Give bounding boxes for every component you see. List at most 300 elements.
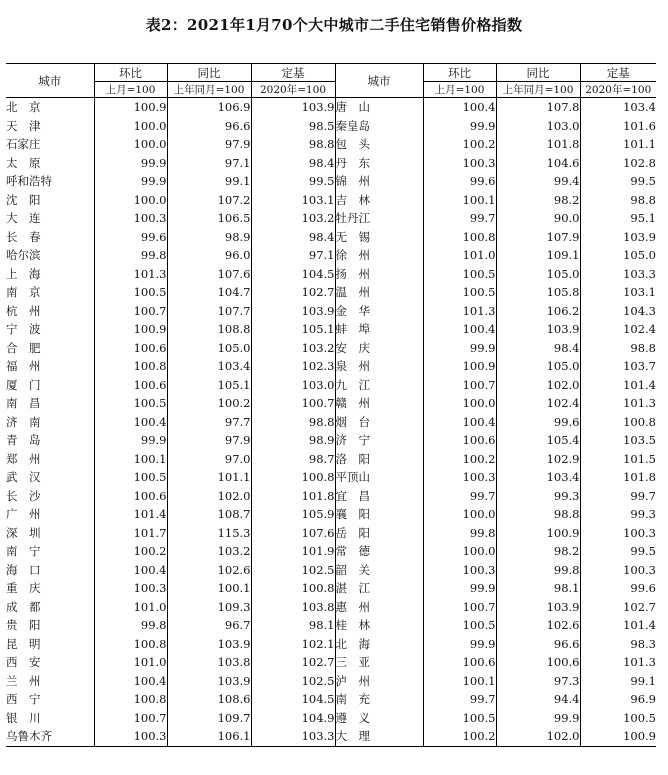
- left-dj-cell: 103.2: [251, 209, 335, 228]
- right-city-cell: 吉 林: [335, 191, 423, 210]
- left-hb-cell: 101.7: [94, 524, 167, 543]
- left-city-cell: 乌鲁木齐: [6, 727, 94, 746]
- subheader-dj-right: 2020年=100: [580, 82, 656, 98]
- left-city-cell: 济 南: [6, 414, 41, 429]
- left-dj-cell: 100.7: [251, 394, 335, 413]
- right-hb-cell: 100.0: [423, 505, 496, 524]
- right-dj-cell: 99.3: [580, 505, 656, 524]
- left-hb-cell: 100.9: [94, 320, 167, 339]
- right-city-cell: 温 州: [335, 283, 423, 302]
- right-dj-cell: 99.6: [580, 579, 656, 598]
- subheader-row: [6, 82, 656, 98]
- left-city-cell: 青 岛: [6, 433, 41, 448]
- left-hb-cell: 100.8: [94, 690, 167, 709]
- right-dj-cell: 102.8: [580, 154, 656, 173]
- left-tb-cell: 103.9: [167, 672, 251, 691]
- right-tb-cell: 97.3: [496, 672, 580, 691]
- left-tb-cell: 103.4: [167, 357, 251, 376]
- left-dj-cell: 98.4: [251, 228, 335, 247]
- right-city-cell: 赣 州: [335, 394, 423, 413]
- right-dj-cell: 99.5: [580, 172, 656, 191]
- left-hb-cell: 100.0: [94, 135, 167, 154]
- right-city-cell: 桂 林: [335, 616, 423, 635]
- right-tb-cell: 101.8: [496, 135, 580, 154]
- table-row: [6, 561, 656, 580]
- left-dj-cell: 105.9: [251, 505, 335, 524]
- left-hb-cell: 100.9: [94, 98, 167, 117]
- right-tb-cell: 100.6: [496, 653, 580, 672]
- right-hb-cell: 100.2: [423, 727, 496, 746]
- right-hb-cell: 100.2: [423, 135, 496, 154]
- left-city-cell: 广 州: [6, 507, 41, 522]
- table-row: [6, 450, 656, 469]
- table-row: [6, 709, 656, 728]
- right-tb-cell: 103.9: [496, 598, 580, 617]
- right-tb-cell: 107.9: [496, 228, 580, 247]
- right-city-cell: 唐 山: [335, 98, 423, 117]
- left-dj-cell: 102.3: [251, 357, 335, 376]
- table-row: [6, 616, 656, 635]
- right-dj-cell: 103.1: [580, 283, 656, 302]
- left-tb-cell: 107.2: [167, 191, 251, 210]
- left-hb-cell: 100.7: [94, 709, 167, 728]
- right-hb-cell: 99.6: [423, 172, 496, 191]
- left-city-cell: 福 州: [6, 359, 41, 374]
- left-dj-cell: 98.7: [251, 450, 335, 469]
- left-hb-cell: 100.1: [94, 450, 167, 469]
- left-city-cell: 成 都: [6, 599, 41, 614]
- right-dj-cell: 99.5: [580, 542, 656, 561]
- left-hb-cell: 100.4: [94, 672, 167, 691]
- left-hb-cell: 99.9: [94, 431, 167, 450]
- header-tb-right: 同比: [496, 64, 580, 82]
- page-title: 表2：2021年1月70个大中城市二手住宅销售价格指数: [145, 16, 523, 34]
- right-city-cell: 安 庆: [335, 339, 423, 358]
- right-tb-cell: 99.6: [496, 413, 580, 432]
- left-city-cell: 武 汉: [6, 470, 41, 485]
- subheader-tb-left: 上年同月=100: [167, 82, 251, 98]
- left-city-cell: 北 京: [6, 100, 41, 115]
- right-city-cell: 常 德: [335, 542, 423, 561]
- table-row: [6, 172, 656, 191]
- left-city-cell: 贵 阳: [6, 618, 41, 633]
- right-city-cell: 平顶山: [335, 468, 423, 487]
- header-city-left: 城市: [6, 64, 94, 98]
- left-dj-cell: 102.7: [251, 283, 335, 302]
- left-dj-cell: 98.8: [251, 135, 335, 154]
- right-tb-cell: 104.6: [496, 154, 580, 173]
- left-tb-cell: 97.7: [167, 413, 251, 432]
- right-hb-cell: 99.9: [423, 579, 496, 598]
- right-dj-cell: 101.1: [580, 135, 656, 154]
- left-hb-cell: 100.5: [94, 394, 167, 413]
- left-tb-cell: 103.8: [167, 653, 251, 672]
- left-tb-cell: 105.1: [167, 376, 251, 395]
- left-dj-cell: 98.1: [251, 616, 335, 635]
- right-city-cell: 宜 昌: [335, 487, 423, 506]
- right-tb-cell: 98.8: [496, 505, 580, 524]
- left-city-cell: 西 宁: [6, 692, 41, 707]
- right-city-cell: 牡丹江: [335, 209, 423, 228]
- left-city-cell: 西 安: [6, 655, 41, 670]
- table-row: [6, 579, 656, 598]
- table-row: [6, 431, 656, 450]
- right-city-cell: 济 宁: [335, 431, 423, 450]
- table-row: [6, 487, 656, 506]
- right-city-cell: 烟 台: [335, 413, 423, 432]
- left-hb-cell: 100.3: [94, 579, 167, 598]
- right-city-cell: 三 亚: [335, 653, 423, 672]
- left-dj-cell: 104.5: [251, 690, 335, 709]
- left-tb-cell: 99.1: [167, 172, 251, 191]
- right-dj-cell: 95.1: [580, 209, 656, 228]
- left-dj-cell: 101.9: [251, 542, 335, 561]
- left-hb-cell: 99.9: [94, 172, 167, 191]
- table-row: [6, 302, 656, 321]
- right-dj-cell: 100.3: [580, 524, 656, 543]
- right-dj-cell: 100.8: [580, 413, 656, 432]
- right-city-cell: 扬 州: [335, 265, 423, 284]
- left-dj-cell: 103.9: [251, 98, 335, 117]
- table-row: [6, 191, 656, 210]
- left-tb-cell: 103.9: [167, 635, 251, 654]
- left-hb-cell: 99.6: [94, 228, 167, 247]
- right-tb-cell: 102.4: [496, 394, 580, 413]
- right-dj-cell: 101.8: [580, 468, 656, 487]
- right-city-cell: 锦 州: [335, 172, 423, 191]
- left-dj-cell: 97.1: [251, 246, 335, 265]
- left-city-cell: 沈 阳: [6, 192, 41, 207]
- right-city-cell: 襄 阳: [335, 505, 423, 524]
- left-city-cell: 天 津: [6, 118, 41, 133]
- header-hb-right: 环比: [423, 64, 496, 82]
- left-city-cell: 大 连: [6, 211, 41, 226]
- left-tb-cell: 104.7: [167, 283, 251, 302]
- left-city-cell: 石家庄: [6, 137, 41, 152]
- right-hb-cell: 100.7: [423, 376, 496, 395]
- left-tb-cell: 96.7: [167, 616, 251, 635]
- left-tb-cell: 96.6: [167, 117, 251, 136]
- right-dj-cell: 101.4: [580, 616, 656, 635]
- right-hb-cell: 100.3: [423, 561, 496, 580]
- right-dj-cell: 100.3: [580, 561, 656, 580]
- right-dj-cell: 104.3: [580, 302, 656, 321]
- right-hb-cell: 99.9: [423, 635, 496, 654]
- right-city-cell: 秦皇岛: [335, 117, 423, 136]
- right-tb-cell: 103.4: [496, 468, 580, 487]
- left-city-cell: 昆 明: [6, 636, 41, 651]
- right-tb-cell: 99.9: [496, 709, 580, 728]
- right-city-cell: 韶 关: [335, 561, 423, 580]
- left-tb-cell: 102.0: [167, 487, 251, 506]
- left-tb-cell: 98.9: [167, 228, 251, 247]
- right-dj-cell: 96.9: [580, 690, 656, 709]
- right-dj-cell: 105.0: [580, 246, 656, 265]
- left-tb-cell: 109.3: [167, 598, 251, 617]
- right-tb-cell: 99.4: [496, 172, 580, 191]
- price-index-table: [6, 63, 656, 747]
- table-row: [6, 209, 656, 228]
- right-tb-cell: 105.0: [496, 357, 580, 376]
- left-tb-cell: 115.3: [167, 524, 251, 543]
- right-dj-cell: 103.9: [580, 228, 656, 247]
- left-hb-cell: 100.7: [94, 302, 167, 321]
- right-city-cell: 丹 东: [335, 154, 423, 173]
- right-tb-cell: 98.2: [496, 191, 580, 210]
- right-dj-cell: 98.3: [580, 635, 656, 654]
- right-tb-cell: 109.1: [496, 246, 580, 265]
- right-hb-cell: 100.4: [423, 413, 496, 432]
- left-hb-cell: 100.0: [94, 117, 167, 136]
- right-tb-cell: 103.0: [496, 117, 580, 136]
- right-city-cell: 徐 州: [335, 246, 423, 265]
- right-city-cell: 惠 州: [335, 598, 423, 617]
- right-city-cell: 蚌 埠: [335, 320, 423, 339]
- left-tb-cell: 96.0: [167, 246, 251, 265]
- left-city-cell: 深 圳: [6, 525, 41, 540]
- left-dj-cell: 103.0: [251, 376, 335, 395]
- right-hb-cell: 100.3: [423, 468, 496, 487]
- right-hb-cell: 100.1: [423, 672, 496, 691]
- left-dj-cell: 98.9: [251, 431, 335, 450]
- right-hb-cell: 99.8: [423, 524, 496, 543]
- right-hb-cell: 100.2: [423, 450, 496, 469]
- table-row: [6, 635, 656, 654]
- left-dj-cell: 98.8: [251, 413, 335, 432]
- left-city-cell: 兰 州: [6, 673, 41, 688]
- left-dj-cell: 99.5: [251, 172, 335, 191]
- table-row: [6, 98, 656, 117]
- right-hb-cell: 100.5: [423, 265, 496, 284]
- right-dj-cell: 101.6: [580, 117, 656, 136]
- left-city-cell: 郑 州: [6, 451, 41, 466]
- left-hb-cell: 100.5: [94, 468, 167, 487]
- right-hb-cell: 99.7: [423, 690, 496, 709]
- header-tb-left: 同比: [167, 64, 251, 82]
- left-dj-cell: 104.9: [251, 709, 335, 728]
- right-dj-cell: 103.4: [580, 98, 656, 117]
- left-city-cell: 宁 波: [6, 322, 41, 337]
- right-city-cell: 包 头: [335, 135, 423, 154]
- right-tb-cell: 105.8: [496, 283, 580, 302]
- left-city-cell: 杭 州: [6, 303, 41, 318]
- table-row: [6, 154, 656, 173]
- left-dj-cell: 104.5: [251, 265, 335, 284]
- left-tb-cell: 100.2: [167, 394, 251, 413]
- table-row: [6, 542, 656, 561]
- left-tb-cell: 100.1: [167, 579, 251, 598]
- table-row: [6, 228, 656, 247]
- right-hb-cell: 100.4: [423, 98, 496, 117]
- right-dj-cell: 101.4: [580, 376, 656, 395]
- left-hb-cell: 100.6: [94, 339, 167, 358]
- right-city-cell: 岳 阳: [335, 524, 423, 543]
- left-tb-cell: 106.5: [167, 209, 251, 228]
- right-tb-cell: 102.0: [496, 376, 580, 395]
- left-city-cell: 呼和浩特: [6, 174, 52, 189]
- left-hb-cell: 100.0: [94, 191, 167, 210]
- right-tb-cell: 105.4: [496, 431, 580, 450]
- right-city-cell: 湛 江: [335, 579, 423, 598]
- right-hb-cell: 100.0: [423, 394, 496, 413]
- left-dj-cell: 102.5: [251, 672, 335, 691]
- right-hb-cell: 100.7: [423, 598, 496, 617]
- left-hb-cell: 99.8: [94, 616, 167, 635]
- left-city-cell: 上 海: [6, 266, 41, 281]
- right-dj-cell: 99.1: [580, 672, 656, 691]
- right-dj-cell: 101.5: [580, 450, 656, 469]
- right-dj-cell: 101.3: [580, 394, 656, 413]
- right-tb-cell: 106.2: [496, 302, 580, 321]
- table-row: [6, 357, 656, 376]
- left-dj-cell: 100.8: [251, 468, 335, 487]
- right-tb-cell: 100.9: [496, 524, 580, 543]
- left-city-cell: 哈尔滨: [6, 248, 41, 263]
- right-tb-cell: 102.0: [496, 727, 580, 746]
- left-city-cell: 合 肥: [6, 340, 41, 355]
- left-tb-cell: 102.6: [167, 561, 251, 580]
- left-hb-cell: 99.9: [94, 154, 167, 173]
- right-hb-cell: 100.1: [423, 191, 496, 210]
- left-dj-cell: 102.5: [251, 561, 335, 580]
- right-tb-cell: 98.4: [496, 339, 580, 358]
- left-city-cell: 南 宁: [6, 544, 41, 559]
- left-dj-cell: 105.1: [251, 320, 335, 339]
- table-row: [6, 376, 656, 395]
- table-body: [6, 98, 656, 747]
- right-hb-cell: 100.5: [423, 709, 496, 728]
- left-dj-cell: 100.8: [251, 579, 335, 598]
- right-hb-cell: 99.7: [423, 487, 496, 506]
- right-dj-cell: 100.9: [580, 727, 656, 746]
- header-hb-left: 环比: [94, 64, 167, 82]
- left-tb-cell: 108.6: [167, 690, 251, 709]
- right-city-cell: 南 充: [335, 690, 423, 709]
- left-tb-cell: 97.1: [167, 154, 251, 173]
- table-row: [6, 394, 656, 413]
- right-tb-cell: 103.9: [496, 320, 580, 339]
- right-tb-cell: 98.1: [496, 579, 580, 598]
- right-city-cell: 泉 州: [335, 357, 423, 376]
- table-row: [6, 505, 656, 524]
- right-tb-cell: 99.3: [496, 487, 580, 506]
- right-tb-cell: 102.9: [496, 450, 580, 469]
- left-tb-cell: 107.6: [167, 265, 251, 284]
- right-hb-cell: 100.8: [423, 228, 496, 247]
- left-dj-cell: 101.8: [251, 487, 335, 506]
- right-hb-cell: 99.9: [423, 339, 496, 358]
- left-city-cell: 长 春: [6, 229, 41, 244]
- table-row: [6, 727, 656, 746]
- right-dj-cell: 98.8: [580, 191, 656, 210]
- right-city-cell: 北 海: [335, 635, 423, 654]
- left-tb-cell: 109.7: [167, 709, 251, 728]
- table-row: [6, 135, 656, 154]
- left-tb-cell: 97.0: [167, 450, 251, 469]
- right-dj-cell: 103.7: [580, 357, 656, 376]
- left-hb-cell: 99.8: [94, 246, 167, 265]
- left-city-cell: 重 庆: [6, 581, 41, 596]
- table-row: [6, 265, 656, 284]
- left-tb-cell: 103.2: [167, 542, 251, 561]
- right-tb-cell: 107.8: [496, 98, 580, 117]
- right-dj-cell: 99.7: [580, 487, 656, 506]
- left-hb-cell: 100.8: [94, 357, 167, 376]
- left-hb-cell: 100.8: [94, 635, 167, 654]
- header-city-right: 城市: [335, 64, 423, 98]
- right-tb-cell: 94.4: [496, 690, 580, 709]
- right-dj-cell: 101.3: [580, 653, 656, 672]
- left-city-cell: 南 昌: [6, 396, 41, 411]
- table-row: [6, 653, 656, 672]
- subheader-tb-right: 上年同月=100: [496, 82, 580, 98]
- right-city-cell: 遵 义: [335, 709, 423, 728]
- left-city-cell: 厦 门: [6, 377, 41, 392]
- left-dj-cell: 98.5: [251, 117, 335, 136]
- header-dj-right: 定基: [580, 64, 656, 82]
- right-dj-cell: 100.5: [580, 709, 656, 728]
- left-hb-cell: 100.5: [94, 283, 167, 302]
- right-dj-cell: 103.3: [580, 265, 656, 284]
- right-city-cell: 大 理: [335, 727, 423, 746]
- right-dj-cell: 98.8: [580, 339, 656, 358]
- table-row: [6, 672, 656, 691]
- left-city-cell: 太 原: [6, 155, 41, 170]
- right-hb-cell: 100.6: [423, 431, 496, 450]
- table-row: [6, 320, 656, 339]
- right-hb-cell: 101.3: [423, 302, 496, 321]
- table-row: [6, 339, 656, 358]
- table-row: [6, 283, 656, 302]
- left-dj-cell: 98.4: [251, 154, 335, 173]
- right-tb-cell: 98.2: [496, 542, 580, 561]
- left-hb-cell: 101.0: [94, 598, 167, 617]
- left-hb-cell: 101.0: [94, 653, 167, 672]
- right-city-cell: 洛 阳: [335, 450, 423, 469]
- left-tb-cell: 101.1: [167, 468, 251, 487]
- left-dj-cell: 103.2: [251, 339, 335, 358]
- left-dj-cell: 103.3: [251, 727, 335, 746]
- header-row: [6, 64, 656, 82]
- table-row: [6, 413, 656, 432]
- table-row: [6, 246, 656, 265]
- left-dj-cell: 102.1: [251, 635, 335, 654]
- right-hb-cell: 100.6: [423, 653, 496, 672]
- table-row: [6, 598, 656, 617]
- left-tb-cell: 97.9: [167, 431, 251, 450]
- right-tb-cell: 90.0: [496, 209, 580, 228]
- right-hb-cell: 100.0: [423, 542, 496, 561]
- left-tb-cell: 97.9: [167, 135, 251, 154]
- right-hb-cell: 101.0: [423, 246, 496, 265]
- right-hb-cell: 100.5: [423, 283, 496, 302]
- right-tb-cell: 99.8: [496, 561, 580, 580]
- left-dj-cell: 107.6: [251, 524, 335, 543]
- right-hb-cell: 100.9: [423, 357, 496, 376]
- left-tb-cell: 105.0: [167, 339, 251, 358]
- subheader-hb-right: 上月=100: [423, 82, 496, 98]
- left-hb-cell: 100.6: [94, 376, 167, 395]
- right-hb-cell: 100.3: [423, 154, 496, 173]
- right-hb-cell: 100.5: [423, 616, 496, 635]
- left-tb-cell: 106.1: [167, 727, 251, 746]
- left-hb-cell: 100.4: [94, 413, 167, 432]
- left-dj-cell: 103.8: [251, 598, 335, 617]
- left-tb-cell: 106.9: [167, 98, 251, 117]
- left-hb-cell: 100.3: [94, 209, 167, 228]
- left-hb-cell: 101.3: [94, 265, 167, 284]
- right-dj-cell: 102.7: [580, 598, 656, 617]
